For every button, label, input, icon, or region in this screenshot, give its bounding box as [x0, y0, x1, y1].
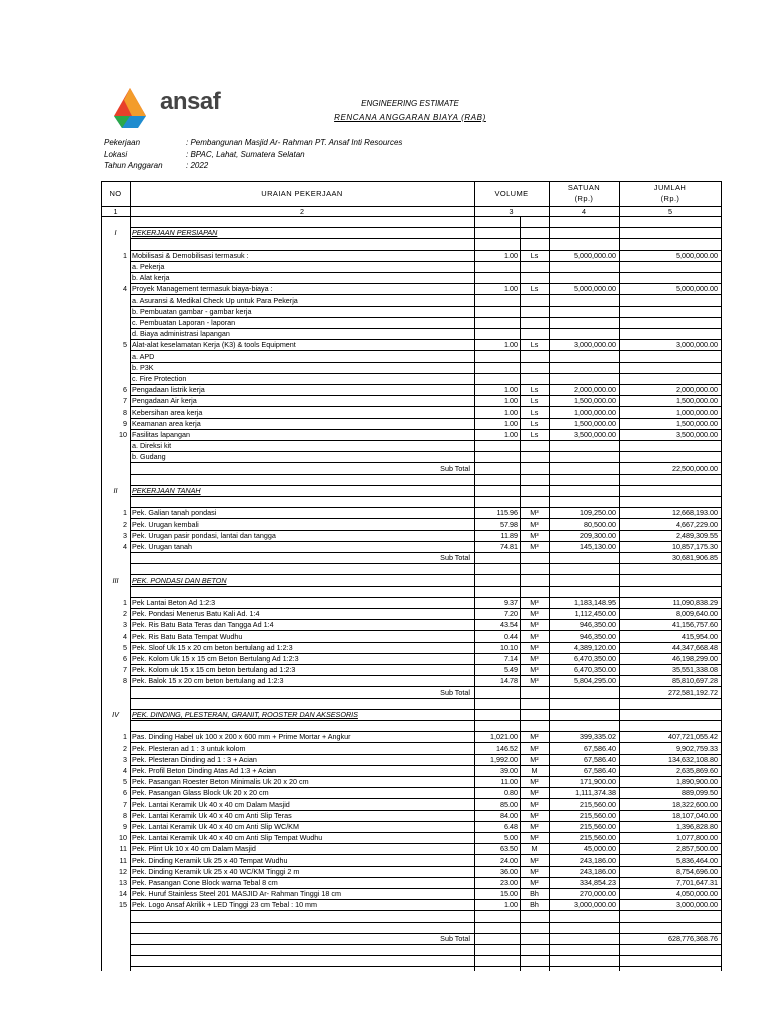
item-unit-price: 946,350.00: [580, 631, 616, 641]
row-line: [130, 563, 721, 564]
item-description: a. Pekerja: [132, 262, 165, 271]
item-unit: M: [531, 766, 538, 775]
item-unit: M³: [530, 609, 539, 619]
item-unit-price: 6,470,350.00: [574, 665, 616, 675]
item-number: 4: [123, 631, 127, 641]
item-volume: 1.00: [504, 340, 518, 350]
row-line: [130, 944, 721, 945]
item-unit: M²: [530, 788, 539, 798]
item-volume: 23.00: [500, 878, 518, 887]
item-number: 9: [123, 822, 127, 831]
item-description: Pek. Urugan pasir pondasi, lantai dan tangga: [132, 530, 276, 540]
table-col-line: [721, 181, 722, 971]
item-unit-price: 5,804,295.00: [574, 676, 616, 686]
item-volume: 39.00: [500, 766, 518, 775]
item-total: 18,322,600.00: [672, 799, 718, 809]
item-unit-price: 215,560.00: [580, 799, 616, 809]
item-number: 1: [123, 250, 127, 260]
info-label: Tahun Anggaran: [104, 161, 163, 170]
header-number: 5: [668, 206, 672, 216]
item-number: 7: [123, 396, 127, 406]
item-unit: M³: [530, 508, 539, 518]
item-number: 4: [123, 766, 127, 775]
item-description: Pek. Dinding Keramik Uk 25 x 40 WC/KM Tinggi 2 m: [132, 866, 300, 876]
item-unit-price: 109,250.00: [580, 508, 616, 518]
item-description: Mobilisasi & Demobilisasi termasuk :: [132, 250, 249, 260]
item-unit-price: 1,183,148.95: [574, 598, 616, 607]
item-unit-price: 6,470,350.00: [574, 654, 616, 663]
item-number: 1: [123, 598, 127, 607]
item-volume: 36.00: [500, 866, 518, 876]
item-total: 3,500,000.00: [676, 430, 718, 439]
item-description: a. Asuransi & Medikal Check Up untuk Para Pekerja: [132, 295, 298, 305]
item-description: Pek. Galian tanah pondasi: [132, 508, 217, 518]
item-volume: 7.14: [504, 654, 518, 663]
row-line: [130, 922, 721, 923]
row-line: [130, 272, 721, 273]
row-line: [130, 440, 721, 441]
item-unit: M²: [530, 878, 539, 887]
subtotal-value: 30,681,906.85: [672, 553, 718, 563]
item-volume: 146.52: [496, 743, 518, 753]
header-satuan-unit: (Rp.): [574, 194, 594, 203]
header-number: 3: [509, 206, 514, 216]
item-description: b. Gudang: [132, 452, 166, 462]
item-description: Pek. Ris Batu Bata Teras dan Tangga Ad 1:4: [132, 620, 274, 630]
item-description: Pengadaan Air kerja: [132, 396, 197, 406]
info-value: : Pembangunan Masjid Ar- Rahman PT. Ansaf Inti Resources: [186, 138, 403, 147]
item-volume: 85.00: [500, 799, 518, 809]
item-volume: 1.00: [504, 430, 518, 439]
item-number: 5: [123, 777, 127, 787]
item-unit-price: 5,000,000.00: [574, 250, 616, 260]
document-subtitle: RENCANA ANGGARAN BIAYA (RAB): [334, 113, 486, 122]
item-number: 11: [119, 855, 127, 865]
item-total: 8,009,640.00: [676, 609, 718, 619]
item-total: 18,107,040.00: [672, 810, 718, 820]
item-unit: M³: [530, 676, 539, 686]
item-description: Alat-alat keselamatan Kerja (K3) & tools Equipment: [132, 340, 296, 350]
item-unit-price: 209,300.00: [580, 530, 616, 540]
item-unit: M³: [530, 631, 539, 641]
item-unit: M²: [530, 855, 539, 865]
item-volume: 74.81: [500, 542, 518, 551]
item-description: a. Direksi kit: [132, 441, 172, 451]
header-uraian: URAIAN PEKERJAAN: [261, 189, 343, 198]
item-unit-price: 243,186.00: [580, 866, 616, 876]
item-unit: M³: [530, 620, 539, 630]
item-unit: M²: [530, 777, 539, 787]
item-unit-price: 1,000,000.00: [574, 407, 616, 417]
item-volume: 1,992.00: [490, 754, 518, 764]
item-number: 3: [123, 754, 127, 764]
info-value: : 2022: [186, 161, 209, 170]
item-number: 6: [123, 788, 127, 798]
subtotal-value: 628,776,368.76: [668, 934, 718, 943]
item-description: Pek. Pondasi Menerus Batu Kali Ad. 1:4: [132, 609, 260, 619]
row-line: [130, 451, 721, 452]
item-unit: M²: [530, 732, 539, 742]
item-unit-price: 2,000,000.00: [574, 385, 616, 395]
item-unit: M³: [530, 665, 539, 675]
ansaf-logo-icon: [112, 86, 152, 130]
item-unit-price: 1,500,000.00: [574, 418, 616, 428]
item-number: 3: [123, 620, 127, 630]
item-description: c. Fire Protection: [132, 374, 187, 383]
item-volume: 9.37: [504, 598, 518, 607]
item-unit-price: 1,111,374.38: [575, 788, 616, 798]
item-unit-price: 215,560.00: [580, 822, 616, 831]
item-volume: 0.80: [504, 788, 518, 798]
subtotal-label: Sub Total: [440, 687, 470, 697]
item-number: 11: [119, 844, 127, 854]
item-unit: M³: [530, 542, 539, 551]
item-description: Pek. Profil Beton Dinding Atas Ad 1:3 + Acian: [132, 766, 277, 775]
section-title: PEK. PONDASI DAN BETON: [132, 575, 227, 585]
item-unit: M²: [530, 822, 539, 831]
header-number-line: [101, 216, 721, 217]
item-description: Pas. Dinding Habel uk 100 x 200 x 600 mm + Prime Mortar + Angkur: [132, 732, 351, 742]
item-unit: M²: [530, 833, 539, 843]
item-total: 1,396,828.80: [676, 822, 718, 831]
subtotal-label: Sub Total: [440, 463, 470, 473]
item-number: 5: [123, 642, 127, 652]
item-total: 1,500,000.00: [676, 396, 718, 406]
item-unit: M³: [530, 598, 539, 607]
item-description: Pek. Plesteran Dinding ad 1 : 3 + Acian: [132, 754, 257, 764]
section-title: PEK. DINDING, PLESTERAN, GRANIT, ROOSTER DAN AKSESORIS: [132, 710, 358, 719]
item-volume: 115.96: [496, 508, 518, 518]
item-total: 5,836,464.00: [676, 855, 718, 865]
row-line: [130, 350, 721, 351]
item-unit-price: 215,560.00: [580, 833, 616, 843]
item-unit-price: 145,130.00: [580, 542, 616, 551]
item-description: b. P3K: [132, 362, 154, 372]
item-description: Keamanan area kerja: [132, 418, 201, 428]
section-number: I: [114, 228, 117, 238]
item-unit-price: 67,586.40: [584, 743, 616, 753]
item-description: Fasilitas lapangan: [132, 430, 190, 439]
header-number: 2: [300, 206, 304, 216]
item-unit-price: 80,500.00: [584, 519, 616, 529]
item-unit-price: 4,389,120.00: [574, 642, 616, 652]
item-number: 7: [123, 799, 127, 809]
header-volume: VOLUME: [494, 189, 529, 198]
info-label: Pekerjaan: [104, 138, 141, 147]
item-number: 2: [123, 609, 127, 619]
item-unit-price: 3,000,000.00: [574, 340, 616, 350]
item-number: 14: [119, 889, 127, 899]
item-total: 889,099.50: [682, 788, 718, 798]
item-total: 2,635,869.60: [676, 766, 718, 775]
item-total: 2,000,000.00: [676, 385, 718, 395]
item-unit: M³: [530, 530, 539, 540]
item-volume: 1.00: [504, 407, 518, 417]
row-line: [130, 966, 721, 967]
item-number: 8: [123, 810, 127, 820]
item-description: Pek. Plint Uk 10 x 40 cm Dalam Masjid: [132, 844, 256, 854]
item-volume: 84.00: [500, 810, 518, 820]
item-description: Pek. Urugan kembali: [132, 519, 199, 529]
item-description: Pek. Balok 15 x 20 cm beton bertulang ad 1:2:3: [132, 676, 284, 686]
info-label: Lokasi: [104, 150, 128, 159]
item-total: 11,090,838.29: [672, 598, 718, 607]
item-total: 8,754,696.00: [676, 866, 718, 876]
item-unit-price: 1,500,000.00: [574, 396, 616, 406]
item-description: Pek. Lantai Keramik Uk 40 x 40 cm Anti Slip WC/KM: [132, 822, 299, 831]
subtotal-label: Sub Total: [440, 553, 470, 563]
item-unit: M²: [530, 866, 539, 876]
document-title: ENGINEERING ESTIMATE: [361, 99, 459, 108]
item-volume: 11.89: [500, 530, 518, 540]
header-number: 1: [113, 206, 118, 216]
item-number: 15: [119, 900, 127, 910]
item-unit: M³: [530, 642, 539, 652]
item-description: Pek. Huruf Stainless Steel 201 MASJID Ar- Rahman Tinggi 18 cm: [132, 889, 341, 899]
item-description: Pek. Kolom uk 15 x 15 cm beton bertulang ad 1:2:3: [132, 665, 296, 675]
item-number: 6: [123, 654, 127, 663]
section-number: IV: [112, 710, 119, 719]
item-volume: 1,021.00: [490, 732, 518, 742]
table-col-line: [130, 181, 131, 971]
item-total: 134,632,108.80: [668, 754, 718, 764]
item-unit-price: 3,000,000.00: [574, 900, 616, 910]
item-volume: 0.44: [504, 631, 518, 641]
item-unit-price: 399,335.02: [580, 732, 616, 742]
header-no: NO: [109, 189, 122, 198]
item-volume: 1.00: [504, 396, 518, 406]
item-total: 1,000,000.00: [676, 407, 718, 417]
item-total: 7,701,647.31: [676, 878, 718, 887]
item-number: 9: [123, 418, 127, 428]
item-unit: Ls: [530, 418, 539, 428]
item-unit: Ls: [530, 340, 539, 350]
header-number: 4: [582, 206, 586, 216]
item-description: Proyek Management termasuk biaya-biaya :: [132, 284, 273, 294]
item-number: 2: [123, 743, 127, 753]
row-line: [130, 373, 721, 374]
row-line: [130, 362, 721, 363]
item-number: 2: [123, 519, 127, 529]
item-unit-price: 215,560.00: [580, 810, 616, 820]
item-description: Pek. Lantai Keramik Uk 40 x 40 cm Anti Slip Tempat Wudhu: [132, 833, 323, 843]
brand-name: ansaf: [160, 88, 221, 115]
item-unit: Ls: [530, 385, 539, 395]
item-total: 3,000,000.00: [676, 900, 718, 910]
item-description: Pek Lantai Beton Ad 1:2:3: [132, 598, 216, 607]
item-volume: 57.98: [500, 519, 518, 529]
row-line: [130, 586, 721, 587]
item-total: 44,347,668.48: [672, 642, 718, 652]
table-top-line: [101, 181, 721, 182]
row-line: [130, 474, 721, 475]
item-volume: 11.00: [500, 777, 518, 787]
item-volume: 5.49: [504, 665, 518, 675]
item-total: 4,667,229.00: [676, 519, 718, 529]
item-number: 4: [123, 284, 127, 294]
item-total: 4,050,000.00: [676, 889, 718, 899]
item-unit: Bh: [530, 900, 539, 910]
row-line: [130, 698, 721, 699]
item-description: Pengadaan listrik kerja: [132, 385, 205, 395]
item-total: 1,077,800.00: [676, 833, 718, 843]
item-number: 12: [119, 866, 127, 876]
item-unit: M²: [530, 743, 539, 753]
item-number: 10: [119, 833, 127, 843]
item-number: 4: [123, 542, 127, 551]
item-unit: M²: [530, 810, 539, 820]
subtotal-value: 272,581,192.72: [668, 687, 718, 697]
item-description: Pek. Ris Batu Bata Tempat Wudhu: [132, 631, 243, 641]
item-volume: 1.00: [504, 250, 518, 260]
item-unit-price: 171,900.00: [580, 777, 616, 787]
row-line: [130, 720, 721, 721]
row-line: [130, 238, 721, 239]
item-unit-price: 5,000,000.00: [574, 284, 616, 294]
item-unit-price: 45,000.00: [584, 844, 616, 854]
item-unit: M³: [530, 654, 539, 663]
item-description: b. Alat kerja: [132, 273, 170, 283]
item-total: 5,000,000.00: [676, 250, 718, 260]
item-volume: 1.00: [504, 418, 518, 428]
item-description: Pek. Pasangan Glass Block Uk 20 x 20 cm: [132, 788, 269, 798]
item-unit: Ls: [530, 250, 539, 260]
header-jumlah-unit: (Rp.): [660, 194, 680, 203]
row-line: [130, 261, 721, 262]
section-number: II: [113, 486, 118, 495]
row-line: [130, 227, 721, 228]
item-description: b. Pembuatan gambar - gambar kerja: [132, 306, 252, 316]
item-unit: Ls: [530, 284, 539, 294]
item-volume: 1.00: [504, 900, 518, 910]
item-volume: 6.48: [504, 822, 518, 831]
item-unit: Ls: [530, 430, 539, 439]
item-unit: Bh: [530, 889, 539, 899]
item-number: 8: [123, 407, 127, 417]
item-total: 1,890,900.00: [676, 777, 718, 787]
item-number: 13: [119, 878, 127, 887]
item-total: 9,902,759.33: [676, 743, 718, 753]
row-line: [130, 910, 721, 911]
item-number: 8: [123, 676, 127, 686]
item-description: Pek. Dinding Keramik Uk 25 x 40 Tempat Wudhu: [132, 855, 288, 865]
item-unit-price: 946,350.00: [580, 620, 616, 630]
item-unit: M³: [530, 519, 539, 529]
item-volume: 43.54: [500, 620, 518, 630]
row-line: [130, 955, 721, 956]
item-unit: Ls: [530, 396, 539, 406]
item-number: 1: [123, 732, 127, 742]
item-volume: 15.00: [500, 889, 518, 899]
item-total: 12,668,193.00: [672, 508, 718, 518]
item-unit-price: 1,112,450.00: [574, 609, 616, 619]
row-line: [130, 496, 721, 497]
info-value: : BPAC, Lahat, Sumatera Selatan: [186, 150, 305, 159]
item-volume: 63.50: [500, 844, 518, 854]
item-volume: 14.78: [500, 676, 518, 686]
item-total: 85,810,697.28: [672, 676, 718, 686]
item-volume: 10.10: [500, 642, 518, 652]
subtotal-label: Sub Total: [440, 934, 470, 943]
section-number: III: [112, 575, 119, 585]
item-total: 46,198,299.00: [672, 654, 718, 663]
item-volume: 1.00: [504, 385, 518, 395]
section-title: PEKERJAAN TANAH: [132, 486, 201, 495]
item-number: 5: [123, 340, 127, 350]
item-number: 6: [123, 385, 127, 395]
subtotal-value: 22,500,000.00: [672, 463, 718, 473]
item-total: 1,500,000.00: [676, 418, 718, 428]
item-unit-price: 334,854.23: [580, 878, 616, 887]
item-total: 407,721,055.42: [668, 732, 718, 742]
header-jumlah: JUMLAH: [653, 183, 687, 192]
item-description: Pek. Lantai Keramik Uk 40 x 40 cm Anti Slip Teras: [132, 810, 292, 820]
item-description: Pek. Sloof Uk 15 x 20 cm beton bertulang ad 1:2:3: [132, 642, 293, 652]
item-unit-price: 243,186.00: [580, 855, 616, 865]
item-description: Pek. Pasangan Cone Block warna Tebal 8 cm: [132, 878, 278, 887]
item-total: 5,000,000.00: [676, 284, 718, 294]
item-description: d. Biaya administrasi lapangan: [132, 329, 230, 339]
item-total: 2,857,500.00: [676, 844, 718, 854]
item-unit-price: 270,000.00: [580, 889, 616, 899]
item-number: 1: [123, 508, 127, 518]
row-line: [130, 485, 721, 486]
item-volume: 5.00: [504, 833, 518, 843]
item-volume: 24.00: [500, 855, 518, 865]
item-number: 10: [119, 430, 127, 439]
item-total: 3,000,000.00: [676, 340, 718, 350]
item-total: 2,489,309.55: [676, 530, 718, 540]
header-satuan: SATUAN: [567, 183, 601, 192]
item-number: 3: [123, 530, 127, 540]
item-description: c. Pembuatan Laporan - laporan: [132, 318, 236, 327]
item-unit-price: 3,500,000.00: [574, 430, 616, 439]
section-title: PEKERJAAN PERSIAPAN: [132, 228, 218, 238]
item-description: Pek. Pasangan Roester Beton Minimalis Uk 20 x 20 cm: [132, 777, 309, 787]
item-unit: Ls: [530, 407, 539, 417]
item-volume: 7.20: [504, 609, 518, 619]
item-total: 35,551,338.08: [672, 665, 718, 675]
item-unit-price: 67,586.40: [584, 766, 616, 775]
item-description: Pek. Lantai Keramik Uk 40 x 40 cm Dalam Masjid: [132, 799, 290, 809]
item-description: Pek. Plesteran ad 1 : 3 untuk kolom: [132, 743, 246, 753]
item-total: 10,857,175.30: [672, 542, 718, 551]
item-description: a. APD: [132, 351, 155, 361]
item-total: 41,156,757.60: [672, 620, 718, 630]
item-unit: M²: [530, 799, 539, 809]
item-total: 415,954.00: [682, 631, 718, 641]
item-volume: 1.00: [504, 284, 518, 294]
item-unit: M: [531, 844, 538, 854]
item-unit: M²: [530, 754, 539, 764]
item-unit-price: 67,586.40: [584, 754, 616, 764]
item-description: Pek. Urugan tanah: [132, 542, 192, 551]
rab-table: [101, 181, 721, 971]
item-number: 7: [123, 665, 127, 675]
item-description: Pek. Kolom Uk 15 x 15 cm Beton Bertulang Ad 1:2:3: [132, 654, 299, 663]
item-description: Pek. Logo Ansaf Akrilik + LED Tinggi 23 cm Tebal : 10 mm: [132, 900, 318, 910]
item-description: Kebersihan area kerja: [132, 407, 203, 417]
